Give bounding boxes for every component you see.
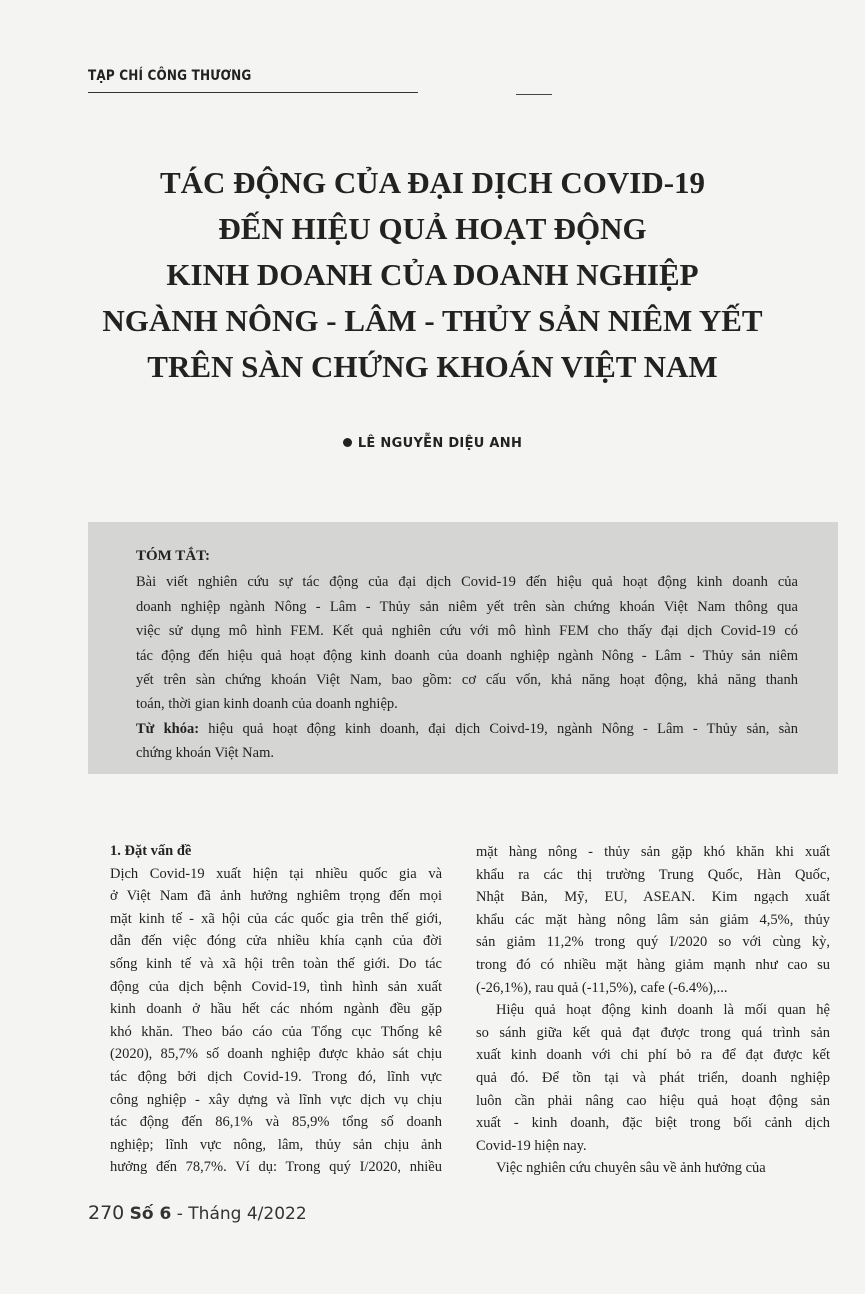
abstract-line: yết trên sàn chứng khoán Việt Nam, bao gồm: cơ cấu vốn, khả năng hoạt động, khả năng thanh bbox=[136, 672, 798, 689]
keywords-line bbox=[136, 717, 798, 741]
page-footer bbox=[88, 1202, 307, 1224]
journal-name: TẠP CHÍ CÔNG THƯƠNG bbox=[88, 68, 252, 84]
abstract-box bbox=[88, 522, 838, 774]
body-line: sản giảm 11,2% trong quý I/2020 so với cùng kỳ, bbox=[476, 934, 830, 951]
body-line: nghiệp; lĩnh vực nông, lâm, thủy sản chịu ảnh bbox=[110, 1136, 442, 1153]
article-title bbox=[60, 160, 805, 390]
body-line: trong đó có nhiều mặt hàng giảm mạnh như cao su bbox=[476, 956, 830, 973]
body-line: Việc nghiên cứu chuyên sâu về ảnh hưởng của bbox=[496, 1160, 766, 1177]
keywords-text: hiệu quả hoạt động kinh doanh, đại dịch Coivd-19, ngành Nông - Lâm - Thủy sản, sàn bbox=[199, 720, 798, 737]
title-line: TÁC ĐỘNG CỦA ĐẠI DỊCH COVID-19 bbox=[159, 165, 706, 200]
body-line: (-26,1%), rau quả (-11,5%), cafe (-6.4%),... bbox=[476, 979, 728, 996]
body-line: động của dịch bệnh Covid-19, tình hình sản xuất bbox=[110, 978, 442, 995]
body-line: Nhật Bản, Mỹ, EU, ASEAN. Kim ngạch xuất bbox=[476, 889, 830, 906]
header-rule-left bbox=[88, 92, 418, 93]
body-line: Dịch Covid-19 xuất hiện tại nhiều quốc gia và bbox=[110, 865, 442, 882]
abstract-line: việc sử dụng mô hình FEM. Kết quả nghiên cứu với mô hình FEM cho thấy đại dịch Covid-19 có bbox=[136, 623, 798, 640]
abstract-line: tác động đến hiệu quả hoạt động kinh doanh của doanh nghiệp ngành Nông - Lâm - Thủy sản niêm bbox=[136, 647, 798, 664]
title-line: KINH DOANH CỦA DOANH NGHIỆP bbox=[166, 257, 699, 292]
abstract-line: doanh nghiệp ngành Nông - Lâm - Thủy sản niêm yết trên sàn chứng khoán Việt Nam thông qua bbox=[136, 598, 798, 615]
body-line: quả đó. Để tồn tại và phát triển, doanh nghiệp bbox=[476, 1069, 830, 1086]
body-line: xuất kinh doanh với chi phí bỏ ra để đạt được kết bbox=[476, 1047, 830, 1064]
body-line: tác động đến 86,1% và 85,9% tổng số doanh bbox=[110, 1114, 442, 1131]
body-line: kinh doanh ở hầu hết các nhóm ngành đều gặp bbox=[110, 1001, 442, 1018]
body-line: công nghiệp - xây dựng và lĩnh vực dịch vụ chịu bbox=[110, 1091, 442, 1108]
body-line: khẩu các mặt hàng nông lâm sản giảm 4,5%, thủy bbox=[476, 911, 830, 928]
keywords-label: Từ khóa: bbox=[136, 720, 200, 737]
keywords-line-2: chứng khoán Việt Nam. bbox=[136, 745, 274, 762]
bullet-icon bbox=[343, 438, 352, 447]
section-heading: 1. Đặt vấn đề bbox=[110, 843, 192, 859]
issue-number: Số 6 bbox=[129, 1204, 172, 1224]
body-line: so sánh giữa kết quả đạt được trong quá trình sản bbox=[476, 1024, 830, 1041]
body-column-left bbox=[110, 840, 442, 1179]
body-line: xuất - kinh doanh, đặc biệt trong bối cảnh dịch bbox=[476, 1115, 830, 1132]
body-line: (2020), 85,7% số doanh nghiệp được khảo sát chịu bbox=[110, 1046, 442, 1063]
issue-date: - Tháng 4/2022 bbox=[171, 1204, 307, 1224]
body-line: sống kinh tế và xã hội trên toàn thế giới. Do tác bbox=[110, 955, 442, 972]
body-line: mặt kinh tế - xã hội của các quốc gia trên thế giới, bbox=[110, 910, 442, 927]
body-line: Covid-19 hiện nay. bbox=[476, 1137, 587, 1154]
abstract-heading: TÓM TẮT: bbox=[136, 548, 211, 564]
author-name: LÊ NGUYỄN DIỆU ANH bbox=[357, 436, 523, 451]
abstract-line: toán, thời gian kinh doanh của doanh nghiệp. bbox=[136, 696, 398, 713]
title-line: ĐẾN HIỆU QUẢ HOẠT ĐỘNG bbox=[218, 211, 647, 246]
title-line: TRÊN SÀN CHỨNG KHOÁN VIỆT NAM bbox=[147, 349, 718, 384]
body-line: khẩu ra các thị trường Trung Quốc, Hàn Quốc, bbox=[476, 866, 830, 883]
body-column-right bbox=[476, 841, 830, 1180]
page-number: 270 bbox=[88, 1202, 125, 1224]
body-line: Hiệu quả hoạt động kinh doanh là mối quan hệ bbox=[496, 1002, 830, 1019]
body-line: mặt hàng nông - thủy sản gặp khó khăn khi xuất bbox=[476, 844, 830, 860]
body-line: luôn cần phải nâng cao hiệu quả hoạt động sản bbox=[476, 1092, 830, 1109]
header-rule-right bbox=[516, 94, 552, 95]
author-line bbox=[0, 436, 865, 451]
abstract-content bbox=[136, 544, 798, 766]
body-line: tác động bởi dịch Covid-19. Trong đó, lĩnh vực bbox=[110, 1068, 442, 1085]
body-line: hưởng đến 78,7%. Ví dụ: Trong quý I/2020, nhiều bbox=[110, 1159, 442, 1176]
body-line: dẫn đến việc đóng cửa nhiều khía cạnh của đời bbox=[110, 933, 442, 950]
body-line: khó khăn. Theo báo cáo của Tổng cục Thống kê bbox=[110, 1023, 442, 1040]
abstract-line: Bài viết nghiên cứu sự tác động của đại dịch Covid-19 đến hiệu quả hoạt động kinh doanh của bbox=[136, 574, 798, 591]
body-line: ở Việt Nam đã ảnh hưởng nghiêm trọng đến mọi bbox=[110, 888, 442, 905]
title-line: NGÀNH NÔNG - LÂM - THỦY SẢN NIÊM YẾT bbox=[102, 303, 763, 338]
